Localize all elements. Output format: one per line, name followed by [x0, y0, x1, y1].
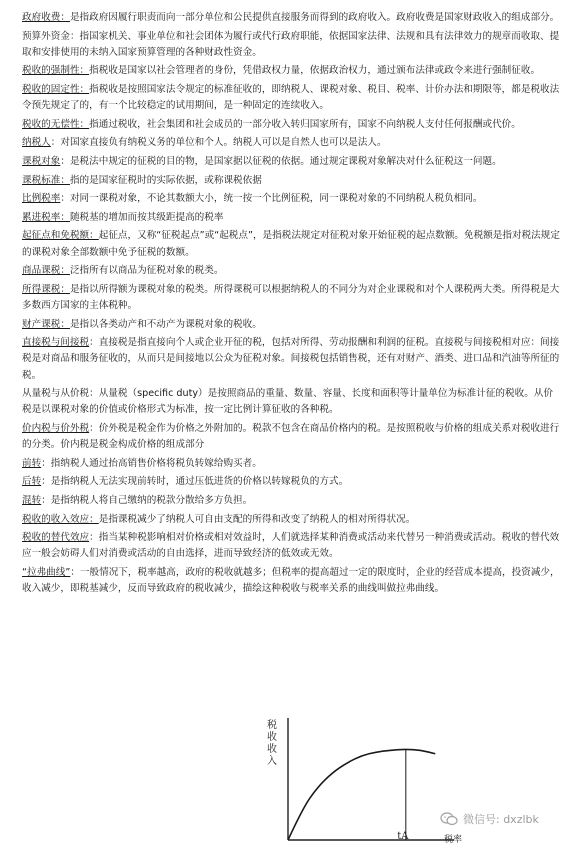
wechat-icon: [440, 812, 458, 826]
definition-entry: [22, 421, 560, 453]
definitions-list: [22, 10, 560, 600]
definition-text: 指税收是国家以社会管理者的身份，凭借政权力量，依据政治权力，通过颁布法律或政令来进行强制征收。: [89, 65, 541, 77]
y-axis-label: 税收收入: [267, 720, 277, 767]
definition-entry: [22, 191, 560, 207]
definition-entry: [22, 228, 560, 260]
definition-entry: [22, 386, 560, 418]
laffer-curve-chart: [258, 712, 463, 844]
definition-entry: [22, 565, 560, 597]
definition-term: 财产课税：: [22, 318, 70, 330]
definition-text: 是指政府因履行职责而向一部分单位和公民提供直接服务而得到的政府收入。政府收费是国家财政收入的组成部分。: [69, 12, 560, 23]
definition-term: 累进税率：: [22, 211, 70, 223]
definition-term: 比例税率: [22, 193, 61, 205]
definition-text: ：指当某种税影响相对价格或相对效益时，人们就选择某种消费或活动来代替另一种消费或活动。税收的替代效应一般会妨碍人们对消费或活动的自由选择，进而导致经济的低效或无效。: [22, 532, 560, 560]
definition-term: 后转: [22, 476, 42, 488]
definition-entry: [22, 456, 560, 472]
definition-entry: [22, 335, 560, 384]
definition-term: 政府收费：: [22, 12, 70, 23]
definition-text: 从量税与从价税：从量税（specific duty）是按照商品的重量、数量、容量、长度和面积等计量单位为标准计征的税收。从价税是以课税对象的价值或价格形式为标准，按一定比例计算征收的各种税。: [22, 388, 553, 416]
definition-text: 是指以所得额为课税对象的税类。所得课税可以根据纳税人的不同分为对企业课税和对个人课税两大类。所得税是大多数西方国家的主体税种。: [22, 283, 560, 311]
definition-text: 起征点，又称“征税起点”或“起税点”，是指税法规定对征税对象开始征税的起点数额。免税额是指对税法规定的课税对象全部数额中免予征税的数额。: [22, 230, 560, 258]
definition-entry: [22, 135, 560, 151]
definition-term: 前转: [22, 457, 42, 469]
definition-term: 所得课税：: [22, 283, 70, 295]
definition-entry: [22, 317, 560, 333]
definition-text: 指的是国家征税时的实际依据，或称课税依据: [69, 174, 262, 186]
definition-text: ：对同一课税对象，不论其数额大小，统一按一个比例征税，同一课税对象的不同纳税人税负相同。: [60, 193, 483, 205]
definition-term: 税收的固定性：: [22, 83, 90, 95]
definition-text: ：一般情况下，税率越高，政府的税收就越多；但税率的提高超过一定的限度时，企业的经营成本提高，投资减少，收入减少，即税基减少，反而导致政府的税收减少，描绘这种税收与税率关系的曲线叫做拉弗曲线。: [22, 566, 560, 595]
definition-entry: [22, 154, 560, 170]
definition-term: 课税标准：: [22, 174, 70, 186]
definition-text: ：直接税是指直接向个人或企业开征的税，包括对所得、劳动报酬和利润的征税。直接税与间接税相对应：间接税是对商品和服务征收的，从而只是间接地以公众为征税对象。间接税包括销售税，还有对财产、酒类、进口品和汽油等所征的税。: [22, 337, 560, 381]
definition-text: ：是指纳税人将自己缴纳的税款分散给多方负担。: [41, 494, 253, 506]
definition-term: 税收的无偿性：: [22, 118, 90, 130]
x-axis-label: 税率: [444, 835, 463, 844]
definition-term: “拉弗曲线”: [22, 566, 71, 578]
definition-text: 指通过税收，社会集团和社会成员的一部分收入转归国家所有，国家不向纳税人支付任何报酬或代价。: [89, 118, 521, 130]
definition-entry: [22, 474, 560, 490]
definition-text: 泛指所有以商品为征税对象的税类。: [69, 265, 224, 277]
definition-text: ：是税法中规定的征税的目的物，是国家据以征税的依据。通过规定课税对象解决对什么征税这一问题。: [60, 155, 502, 167]
definition-entry: [22, 82, 560, 114]
definition-entry: [22, 10, 560, 26]
watermark: [440, 808, 570, 830]
definition-term: 税收的替代效应: [22, 532, 90, 544]
definition-term: 税收的收入效应：: [22, 513, 99, 525]
definition-term: 课税对象: [22, 155, 61, 167]
definition-entry: [22, 493, 560, 509]
definition-text: 预算外资金：指国家机关、事业单位和社会团体为履行或代行政府职能，依据国家法律、法规和具有法律效力的规章而收取、提取和安排使用的未纳入国家预算管理的各种财政性资金。: [22, 30, 560, 58]
definition-text: ：指纳税人通过抬高销售价格将税负转嫁给购买者。: [41, 457, 262, 469]
definition-text: 是指以各类动产和不动产为课税对象的税收。: [69, 318, 262, 330]
definition-entry: [22, 210, 560, 226]
x-tick-label: tA: [397, 831, 409, 842]
definition-term: 混转: [22, 494, 42, 506]
definition-term: 税收的强制性：: [22, 65, 90, 77]
definition-text: ：是指纳税人无法实现前转时，通过压低进货的价格以转嫁税负的方式。: [41, 476, 349, 488]
definition-text: 指税收是按照国家法令规定的标准征收的，即纳税人、课税对象、税目、税率、计价办法和期限等，都是税收法令预先规定了的，有一个比较稳定的试用期间，是一种固定的连续收入。: [22, 83, 560, 112]
definition-text: 是指课税减少了纳税人可自由支配的所得和改变了纳税人的相对所得状况。: [98, 513, 416, 525]
definition-entry: [22, 29, 560, 61]
definition-text: 随税基的增加而按其级距提高的税率: [69, 211, 224, 223]
watermark-text: 微信号: dxzlbk: [463, 813, 539, 826]
definition-entry: [22, 263, 560, 279]
definition-entry: [22, 173, 560, 189]
definition-entry: [22, 530, 560, 562]
definition-term: 商品课税：: [22, 265, 70, 277]
definition-entry: [22, 512, 560, 528]
definition-term: 直接税与间接税: [22, 337, 90, 349]
definition-text: ：对国家直接负有纳税义务的单位和个人。纳税人可以是自然人也可以是法人。: [50, 137, 387, 149]
definition-term: 起征点和免税额：: [22, 230, 99, 242]
definition-term: 价内税与价外税: [22, 422, 90, 434]
definition-entry: [22, 282, 560, 314]
definition-text: ：价外税是税金作为价格之外附加的。税款不包含在商品价格内的税。是按照税收与价格的组成关系对税收进行的分类。价内税是税金构成价格的组成部分: [22, 422, 560, 451]
definition-entry: [22, 63, 560, 79]
definition-term: 纳税人: [22, 137, 51, 149]
definition-entry: [22, 117, 560, 133]
laffer-curve-series: [288, 749, 435, 840]
